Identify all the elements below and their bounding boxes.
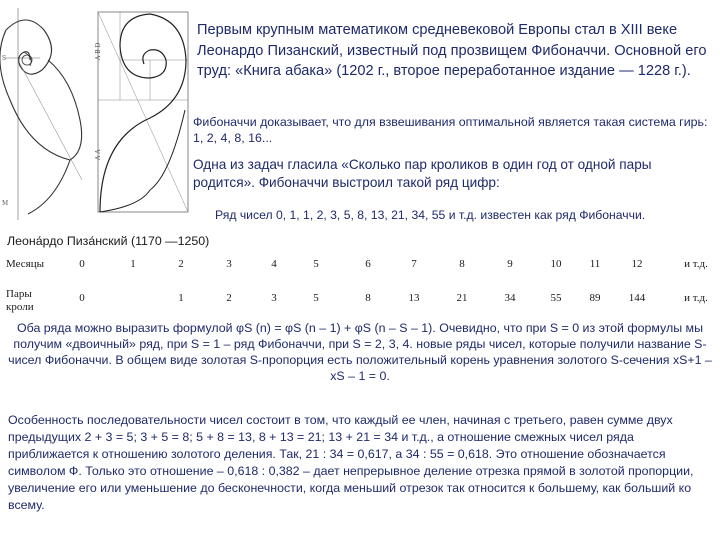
golden-ratio-paragraph: Особенность последовательности чисел состоит в том, что каждый ее член, начиная с третьего, равен сумме двух предыдущих 2 + 3 = 5; 3 + 5 = 8; 5 + 8 = 13, 8 + 13 = 21; 13 + 21 = 34 и т.д., а отношение смежных чисел ряда приближается к отношению золотого деления. Так, 21 : 34 = 0,617, а 34 : 55 = 0,618. Это отношение обозначается символом Ф. Только это отношение – 0,618 : 0,382 – дает непрерывное деление отрезка прямой в золотой пропорции, увеличение его или уменьшение до бесконечности, когда меньший отрезок так относится к большему, как больший ко всему. <box>8 413 694 512</box>
month-cell: 3 <box>226 258 232 270</box>
month-cell: 9 <box>507 258 513 270</box>
month-cell: 10 <box>550 258 562 270</box>
pairs-cell: 34 <box>504 292 516 304</box>
svg-text:S: S <box>2 55 7 62</box>
pairs-cell: 21 <box>456 292 468 304</box>
pairs-cell: 1 <box>178 292 184 304</box>
pairs-label-line1: Пары <box>6 288 32 300</box>
month-cell: 8 <box>459 258 465 270</box>
golden-rectangle-spiral-diagram <box>98 12 188 212</box>
svg-text:M: M <box>2 200 9 207</box>
month-cell: 12 <box>631 258 643 270</box>
pairs-label-line2: кроли <box>6 301 34 313</box>
svg-text:A B D: A B D <box>95 42 102 60</box>
pairs-cell: 55 <box>550 292 562 304</box>
intro-paragraph: Первым крупным математиком средневековой Европы стал в XIII веке Леонардо Пизанский, известный под прозвищем Фибоначчи. Основной его труд: «Книга абака» (1202 г., второе переработанное издание — 1228 г.). <box>197 22 707 79</box>
series-note: Ряд чисел 0, 1, 1, 2, 3, 5, 8, 13, 21, 34, 55 и т.д. известен как ряд Фибоначчи. <box>215 208 646 222</box>
month-cell: 0 <box>79 258 85 270</box>
month-cell: 1 <box>130 258 136 270</box>
pairs-cell: 8 <box>365 292 371 304</box>
month-cell: и т.д. <box>684 258 708 270</box>
month-cell: 11 <box>589 258 601 270</box>
months-label: Месяцы <box>6 258 45 270</box>
pairs-cell: 89 <box>589 292 601 304</box>
rabbits-paragraph: Одна из задач гласила «Сколько пар кроликов в один год от одной пары родится». Фибоначчи выстроил такой ряд цифр: <box>193 157 652 190</box>
pairs-cell: 5 <box>313 292 319 304</box>
portrait-caption: Леона́рдо Пиза́нский (1170 —1250) <box>7 234 210 248</box>
month-cell: 4 <box>271 258 277 270</box>
month-cell: 6 <box>365 258 371 270</box>
formula-paragraph: Оба ряда можно выразить формулой φS (n) = φS (n – 1) + φS (n – S – 1). Очевидно, что при S = 0 из этой формулы мы получим «двоичный» ряд, при S = 1 – ряд Фибоначчи, при S = 2, 3, 4. новые ряды чисел, которые получили название S-чисел Фибоначчи. В общем виде золотая S-пропорция есть положительный корень уравнения золотого S-сечения xS+1 – xS – 1 = 0. <box>8 321 712 383</box>
month-cell: 5 <box>313 258 319 270</box>
small-spiral-diagram <box>0 8 82 220</box>
fibonacci-spiral-figure <box>0 0 190 236</box>
month-cell: 7 <box>411 258 417 270</box>
svg-text:A A: A A <box>95 149 102 160</box>
pairs-label <box>6 288 34 314</box>
pairs-cell: 2 <box>226 292 232 304</box>
pairs-cell: 3 <box>271 292 277 304</box>
pairs-cell: 0 <box>79 292 85 304</box>
weights-paragraph: Фибоначчи доказывает, что для взвешивания оптимальной является такая система гирь: 1, 2, 4, 8, 16... <box>193 115 708 145</box>
pairs-cell: и т.д. <box>684 292 708 304</box>
table-row-pairs <box>6 288 718 313</box>
pairs-cell: 13 <box>408 292 420 304</box>
month-cell: 2 <box>178 258 184 270</box>
table-row-months <box>6 258 718 278</box>
pairs-cell: 144 <box>628 292 646 304</box>
